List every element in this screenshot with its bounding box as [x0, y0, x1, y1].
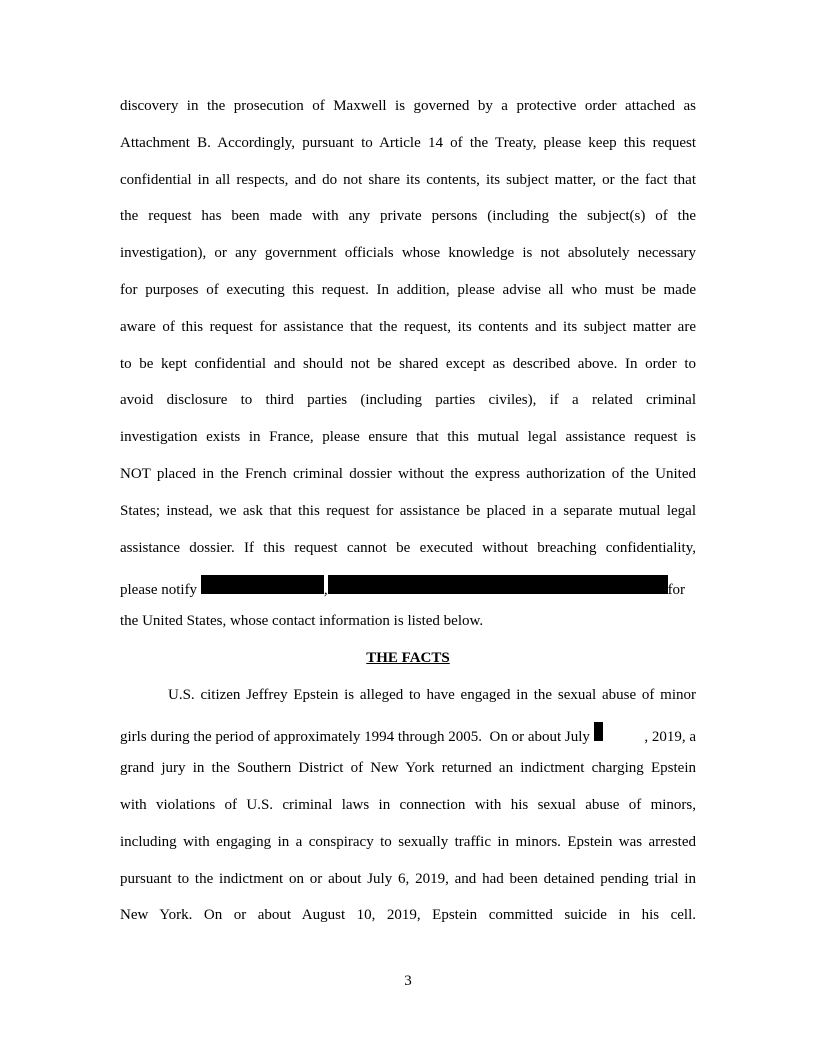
text-line: confidential in all respects, and do not share its contents, its subject matter, or the fact that [120, 172, 696, 188]
text-line: assistance dossier. If this request cannot be executed without breaching confidentiality, [120, 540, 696, 556]
text-line: States; instead, we ask that this request for assistance be placed in a separate mutual legal [120, 503, 696, 519]
text-line: U.S. citizen Jeffrey Epstein is alleged to have engaged in the sexual abuse of minor [168, 687, 696, 703]
text-line: with violations of U.S. criminal laws in connection with his sexual abuse of minors, [120, 797, 696, 813]
text-line: investigation exists in France, please ensure that this mutual legal assistance request is [120, 429, 696, 445]
text-line: the request has been made with any private persons (including the subject(s) of the [120, 208, 696, 224]
notify-text: please notify [120, 582, 201, 598]
redaction-block [328, 575, 668, 594]
page-number: 3 [404, 973, 412, 989]
text-line: the United States, whose contact information is listed below. [120, 613, 484, 629]
text-line: grand jury in the Southern District of New York returned an indictment charging Epstein [120, 760, 696, 776]
text-line: including with engaging in a conspiracy to sexually traffic in minors. Epstein was arrested [120, 834, 696, 850]
text-fragment: girls during the period of approximately 1994 through 2005. On or about July [120, 729, 594, 745]
text-line: investigation), or any government officials whose knowledge is not absolutely necessary [120, 245, 696, 261]
text-line: to be kept confidential and should not be shared except as described above. In order to [120, 356, 696, 372]
text-line-redacted [120, 722, 696, 746]
text-line: pursuant to the indictment on or about July 6, 2019, and had been detained pending trial in [120, 871, 696, 887]
notify-line [120, 575, 696, 599]
text-line: avoid disclosure to third parties (including parties civiles), if a related criminal [120, 392, 696, 408]
text-line: Attachment B. Accordingly, pursuant to Article 14 of the Treaty, please keep this request [120, 135, 696, 151]
notify-end: for [667, 582, 686, 598]
text-line: aware of this request for assistance that the request, its contents and its subject matter are [120, 319, 696, 335]
redaction-block [594, 722, 603, 741]
section-heading: THE FACTS [366, 650, 450, 666]
text-line: NOT placed in the French criminal dossier without the express authorization of the United [120, 466, 696, 482]
text-line: New York. On or about August 10, 2019, Epstein committed suicide in his cell. [120, 907, 696, 923]
text-line: discovery in the prosecution of Maxwell is governed by a protective order attached as [120, 98, 696, 114]
text-line: for purposes of executing this request. In addition, please advise all who must be made [120, 282, 696, 298]
redaction-block [201, 575, 324, 594]
text-fragment: , 2019, a [644, 729, 696, 745]
notify-comma: , [323, 582, 328, 598]
